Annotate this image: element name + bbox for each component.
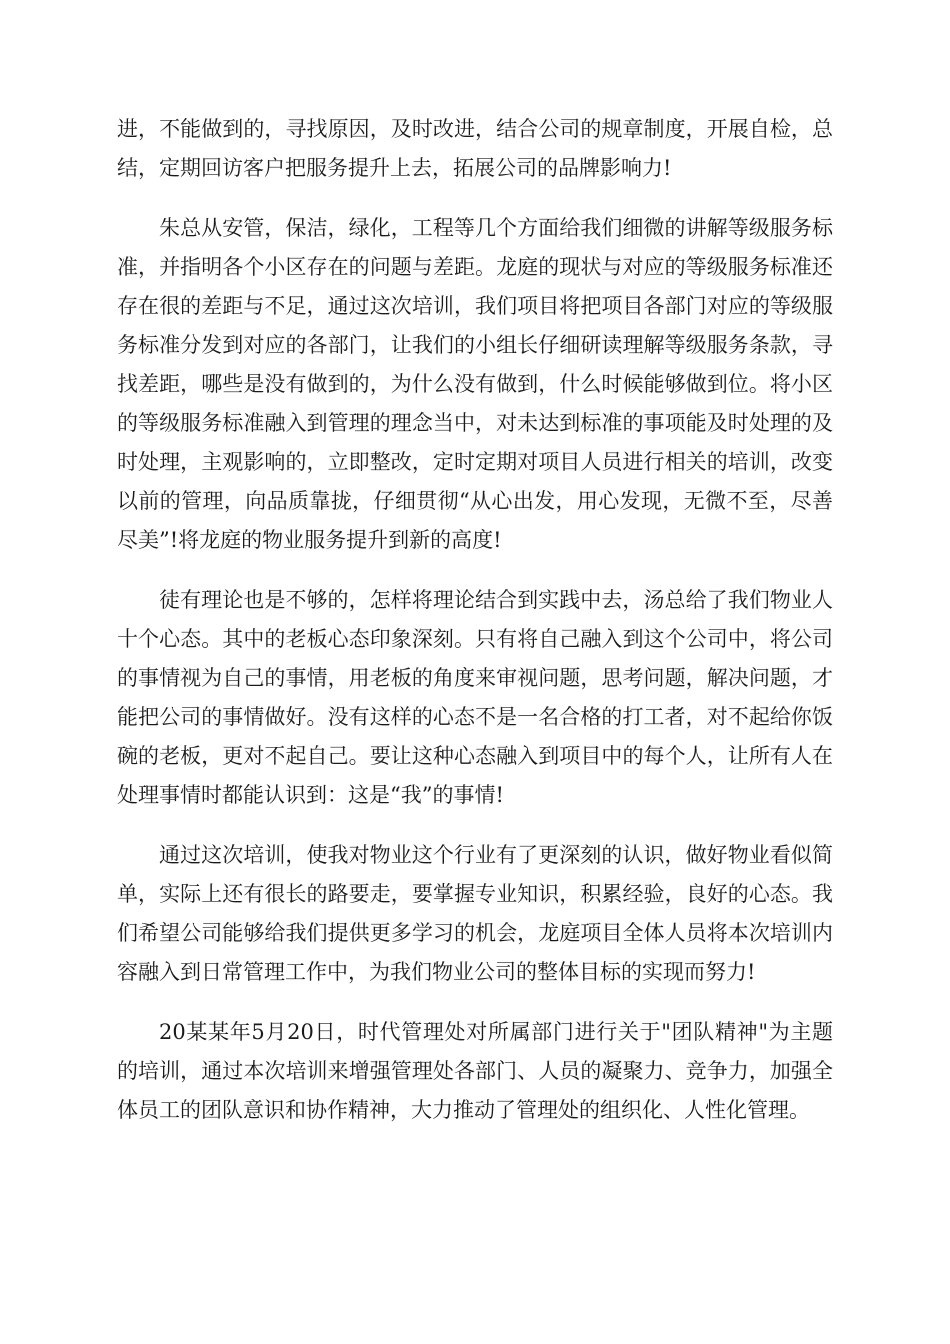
paragraph-training-reflection: 通过这次培训，使我对物业这个行业有了更深刻的认识，做好物业看似简单，实际上还有很长的路要走，要掌握专业知识，积累经验，良好的心态。我们希望公司能够给我们提供更多学习的机会，龙庭项目全体人员将本次培训内容融入到日常管理工作中，为我们物业公司的整体目标的实现而努力! [117,843,833,984]
paragraph-continuation: 进，不能做到的，寻找原因，及时改进，结合公司的规章制度，开展自检，总结，定期回访客户把服务提升上去，拓展公司的品牌影响力! [117,117,833,180]
paragraph-boss-mindset: 徒有理论也是不够的，怎样将理论结合到实践中去，汤总给了我们物业人十个心态。其中的老板心态印象深刻。只有将自己融入到这个公司中，将公司的事情视为自己的事情，用老板的角度来审视问题，思考问题，解决问题，才能把公司的事情做好。没有这样的心态不是一名合格的打工者，对不起给你饭碗的老板，更对不起自己。要让这种心态融入到项目中的每个人，让所有人在处理事情时都能认识到：这是“我”的事情! [117,588,833,807]
document-page [117,110,833,1151]
paragraph-service-standards: 朱总从安管，保洁，绿化，工程等几个方面给我们细微的讲解等级服务标准，并指明各个小区存在的问题与差距。龙庭的现状与对应的等级服务标准还存在很的差距与不足，通过这次培训，我们项目将把项目各部门对应的等级服务标准分发到对应的各部门，让我们的小组长仔细研读理解等级服务条款，寻找差距，哪些是没有做到的，为什么没有做到，什么时候能够做到位。将小区的等级服务标准融入到管理的理念当中，对未达到标准的事项能及时处理的及时处理，主观影响的，立即整改，定时定期对项目人员进行相关的培训，改变以前的管理，向品质靠拢，仔细贯彻“从心出发，用心发现，无微不至，尽善尽美”!将龙庭的物业服务提升到新的高度! [117,216,833,552]
paragraph-team-spirit: 20某某年5月20日，时代管理处对所属部门进行关于"团队精神"为主题的培训，通过本次培训来增强管理处各部门、人员的凝聚力、竞争力，加强全体员工的团队意识和协作精神，大力推动了管理处的组织化、人性化管理。 [117,1020,833,1122]
